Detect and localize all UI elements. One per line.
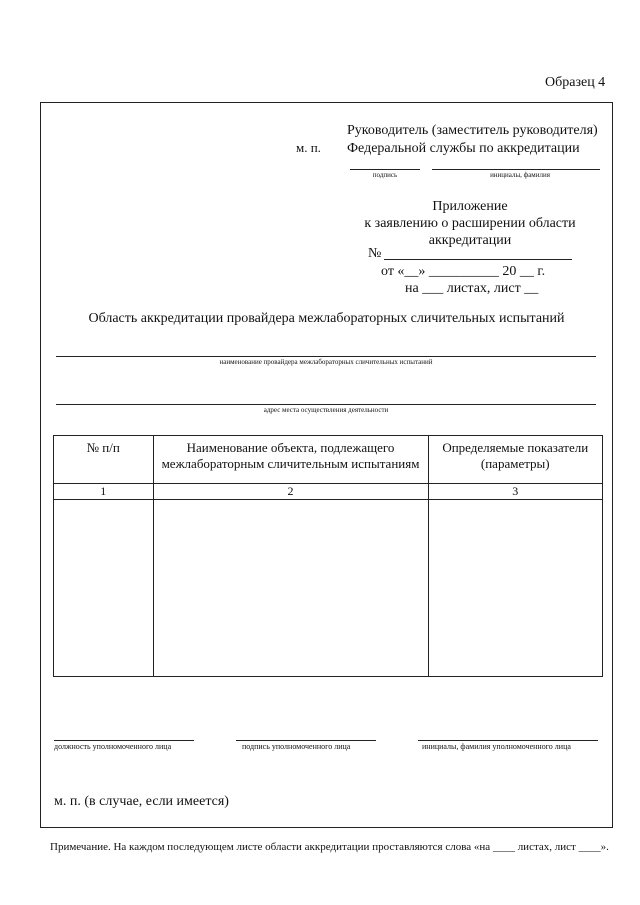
body-cell-parameters — [428, 500, 602, 677]
address-caption: адрес места осуществления деятельности — [263, 406, 389, 414]
scope-table — [53, 435, 603, 677]
column-number-2: 2 — [153, 484, 428, 500]
appendix-number-label: № — [368, 246, 382, 261]
position-line — [54, 740, 194, 741]
provider-name-line — [56, 356, 596, 357]
bottom-name-caption: инициалы, фамилия уполномоченного лица — [422, 742, 571, 751]
appendix-number-line — [384, 259, 572, 260]
address-line — [56, 404, 596, 405]
table-number-row — [54, 484, 603, 500]
column-number-1: 1 — [54, 484, 154, 500]
head-title — [347, 122, 598, 158]
appendix-sheets: на ___ листах, лист __ — [405, 281, 539, 296]
header-cell-object: Наименование объекта, подлежащего межлабораторным сличительным испытаниям — [153, 436, 428, 484]
bottom-name-line — [418, 740, 598, 741]
table-body-row — [54, 500, 603, 677]
footnote: Примечание. На каждом последующем листе области аккредитации проставляются слова «на ____ листах, лист ____». — [50, 841, 609, 853]
bottom-seal: м. п. (в случае, если имеется) — [54, 794, 229, 809]
form-title: Область аккредитации провайдера межлабораторных сличительных испытаний — [88, 311, 565, 326]
appendix-date: от «__» __________ 20 __ г. — [381, 264, 546, 279]
body-cell-number — [54, 500, 154, 677]
column-number-3: 3 — [428, 484, 602, 500]
header-cell-number: № п/п — [54, 436, 154, 484]
appendix-line2: к заявлению о расширении области — [364, 216, 576, 231]
body-cell-object — [153, 500, 428, 677]
signature-line — [350, 169, 420, 170]
seal-label: м. п. — [296, 140, 321, 155]
appendix-line1: Приложение — [432, 199, 508, 214]
sample-label: Образец 4 — [545, 75, 606, 90]
header-cell-parameters: Определяемые показатели (параметры) — [428, 436, 602, 484]
signature-caption: подпись — [372, 171, 398, 179]
appendix-line3: аккредитации — [428, 233, 512, 248]
bottom-signature-caption: подпись уполномоченного лица — [242, 742, 351, 751]
name-line — [432, 169, 600, 170]
head-title-line2: Федеральной службы по аккредитации — [347, 141, 580, 156]
appendix-title — [350, 198, 590, 249]
bottom-signature-line — [236, 740, 376, 741]
table-header-row — [54, 436, 603, 484]
name-caption: инициалы, фамилия — [490, 171, 550, 179]
provider-name-caption: наименование провайдера межлабораторных сличительных испытаний — [219, 358, 433, 366]
head-title-line1: Руководитель (заместитель руководителя) — [347, 123, 598, 138]
position-caption: должность уполномоченного лица — [54, 742, 172, 751]
